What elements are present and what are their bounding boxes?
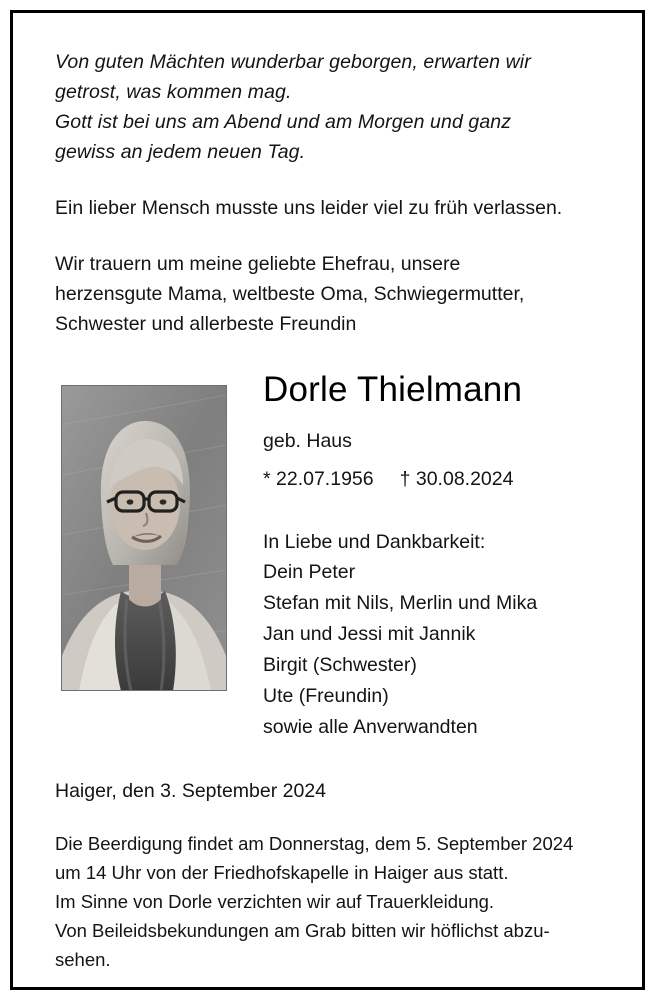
list-item: Stefan mit Nils, Merlin und Mika bbox=[263, 592, 538, 614]
mourning-line-2: herzensgute Mama, weltbeste Oma, Schwiegermutter, bbox=[55, 283, 525, 305]
deceased-name: Dorle Thielmann bbox=[263, 370, 523, 409]
poem-line-1: Von guten Mächten wunderbar geborgen, erwarten wir bbox=[55, 51, 531, 73]
name-column bbox=[263, 369, 600, 743]
funeral-notice-line-1: Die Beerdigung findet am Donnerstag, dem 5. September 2024 bbox=[55, 833, 574, 854]
birth-date: * 22.07.1956 bbox=[263, 468, 374, 490]
mourning-block bbox=[55, 249, 600, 339]
portrait-photo bbox=[61, 385, 227, 691]
list-item: sowie alle Anverwandten bbox=[263, 716, 478, 738]
list-item: Birgit (Schwester) bbox=[263, 654, 417, 676]
poem-line-2: getrost, was kommen mag. bbox=[55, 81, 292, 103]
intro-block bbox=[55, 193, 600, 223]
dedication-title: In Liebe und Dankbarkeit: bbox=[263, 531, 486, 553]
place-and-date: Haiger, den 3. September 2024 bbox=[55, 780, 327, 802]
poem-line-3: Gott ist bei uns am Abend und am Morgen und ganz bbox=[55, 111, 512, 133]
poem-line-4: gewiss an jedem neuen Tag. bbox=[55, 141, 306, 163]
life-dates bbox=[263, 465, 600, 493]
list-item: Ute (Freundin) bbox=[263, 685, 389, 707]
list-item: Dein Peter bbox=[263, 561, 356, 583]
death-date: † 30.08.2024 bbox=[399, 468, 514, 490]
family-list bbox=[263, 557, 600, 743]
portrait-and-name-block bbox=[55, 369, 600, 743]
funeral-notice-line-5: sehen. bbox=[55, 949, 111, 970]
mourning-line-1: Wir trauern um meine geliebte Ehefrau, unsere bbox=[55, 253, 461, 275]
intro-line-1: Ein lieber Mensch musste uns leider viel zu früh verlassen. bbox=[55, 197, 563, 219]
obituary-content bbox=[13, 13, 642, 974]
funeral-notice-line-2: um 14 Uhr von der Friedhofskapelle in Haiger aus statt. bbox=[55, 862, 509, 883]
funeral-notice-line-4: Von Beileidsbekundungen am Grab bitten wir höflichst abzu- bbox=[55, 920, 550, 941]
funeral-notice-line-3: Im Sinne von Dorle verzichten wir auf Trauerkleidung. bbox=[55, 891, 495, 912]
mourning-line-3: Schwester und allerbeste Freundin bbox=[55, 313, 357, 335]
funeral-notice bbox=[55, 829, 600, 974]
list-item: Jan und Jessi mit Jannik bbox=[263, 623, 476, 645]
poem-block bbox=[55, 47, 600, 167]
obituary-border-frame bbox=[10, 10, 645, 990]
maiden-name: geb. Haus bbox=[263, 430, 352, 452]
